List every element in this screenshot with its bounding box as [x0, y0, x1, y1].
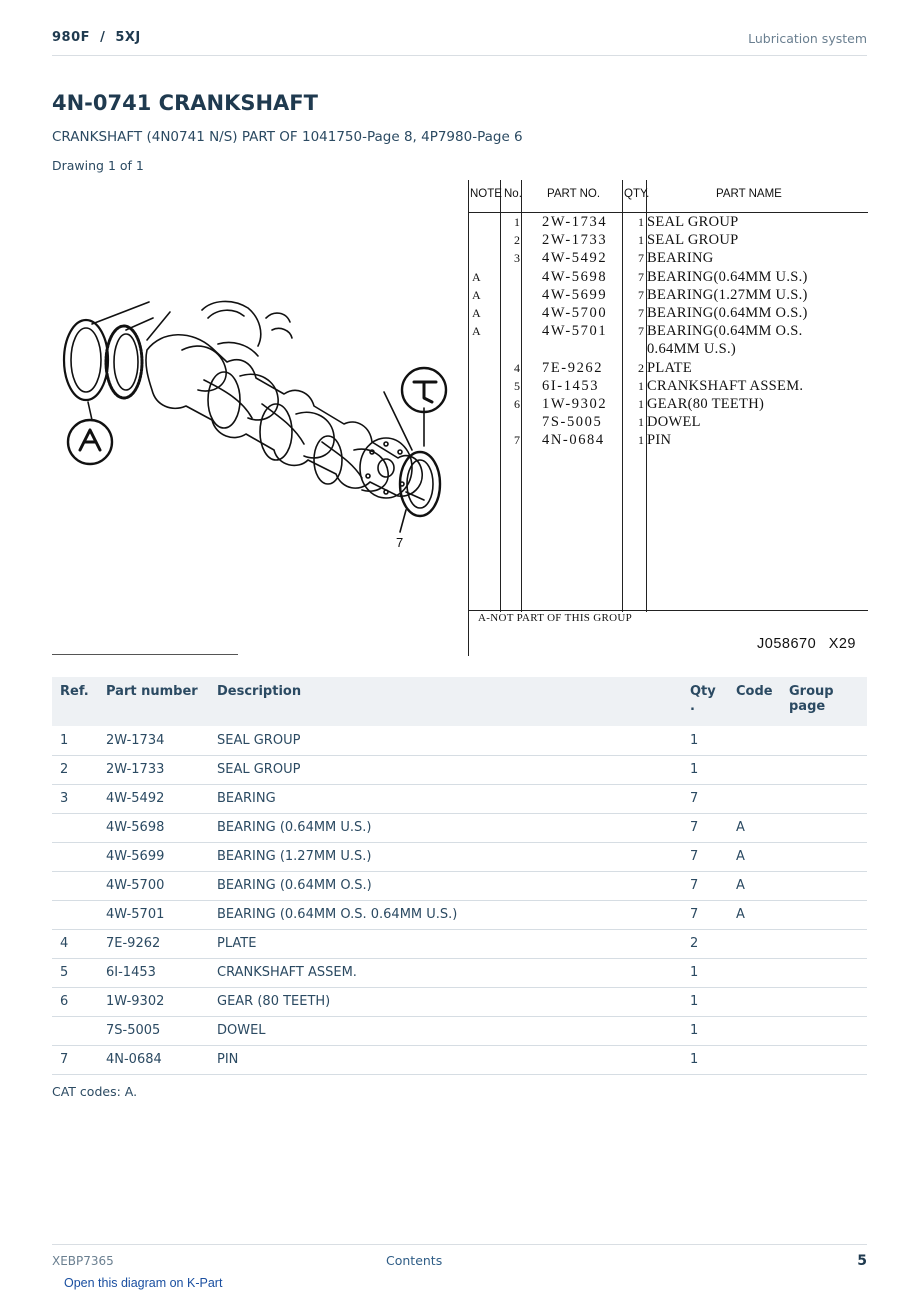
cell-ref: 7 [52, 1045, 98, 1074]
page-number: 5 [857, 1253, 867, 1269]
page-title: 4N-0741 CRANKSHAFT [52, 91, 318, 115]
col-code: Code [728, 677, 781, 726]
cell-description: BEARING (0.64MM O.S.) [209, 871, 682, 900]
cell-part-number: 4W-5700 [98, 871, 209, 900]
cell-code [728, 987, 781, 1016]
cell-ref [52, 813, 98, 842]
scan-cell-part: 7E-9262 [542, 359, 604, 376]
cell-part-number: 4W-5698 [98, 813, 209, 842]
cell-code: A [728, 871, 781, 900]
table-row [52, 987, 867, 1016]
cell-description: CRANKSHAFT ASSEM. [209, 958, 682, 987]
table-row [52, 1045, 867, 1074]
scan-row [468, 431, 868, 449]
table-row [52, 726, 867, 755]
section-title: Lubrication system [748, 31, 867, 46]
scan-cell-note: A [472, 269, 481, 284]
scan-cell-part: 4W-5492 [542, 250, 608, 267]
scan-cell-qty: 7 [638, 251, 644, 266]
scan-cell-qty: 7 [638, 306, 644, 320]
cell-group-page [781, 726, 867, 755]
scan-cell-name: BEARING(1.27MM U.S.) [647, 286, 808, 303]
scan-cell-name: PIN [647, 432, 672, 449]
cell-ref: 3 [52, 784, 98, 813]
cell-ref: 5 [52, 958, 98, 987]
scan-cell-qty: 7 [638, 287, 644, 302]
scan-cell-no: 4 [514, 360, 520, 375]
scan-header-no: No. [504, 188, 522, 200]
scan-cell-no: 2 [514, 233, 520, 248]
cell-part-number: 4W-5701 [98, 900, 209, 929]
scan-header-qty: QTY. [624, 188, 650, 200]
cell-ref: 1 [52, 726, 98, 755]
machine-model: 980F / 5XJ [52, 30, 141, 45]
scan-cell-no: 3 [514, 251, 520, 266]
scan-cell-no: 1 [514, 215, 520, 229]
cell-qty: 2 [682, 929, 728, 958]
scan-row [468, 249, 868, 267]
scanned-parts-list [468, 180, 868, 656]
scan-header-part-name: PART NAME [716, 188, 782, 200]
cell-part-number: 4W-5492 [98, 784, 209, 813]
scan-row [468, 286, 868, 304]
scan-footnote: A-NOT PART OF THIS GROUP [478, 612, 633, 624]
scan-cell-name: BEARING(0.64MM U.S.) [647, 268, 808, 285]
cell-part-number: 4W-5699 [98, 842, 209, 871]
scan-cell-qty: 1 [638, 415, 644, 430]
scan-cell-qty: 1 [638, 433, 644, 448]
table-row [52, 900, 867, 929]
cell-qty: 1 [682, 958, 728, 987]
col-part-number: Part number [98, 677, 209, 726]
cell-ref: 6 [52, 987, 98, 1016]
cat-codes: CAT codes: A. [52, 1084, 138, 1099]
cell-part-number: 6I-1453 [98, 958, 209, 987]
scan-cell-name: BEARING(0.64MM O.S.) [647, 305, 808, 321]
cell-group-page [781, 813, 867, 842]
contents-link[interactable]: Contents [386, 1253, 443, 1268]
scan-row [468, 413, 868, 431]
table-row [52, 1016, 867, 1045]
scan-cell-no: 7 [514, 433, 520, 448]
cell-qty: 1 [682, 755, 728, 784]
cell-part-number: 2W-1734 [98, 726, 209, 755]
scan-cell-part: 7S-5005 [542, 414, 603, 431]
scan-cell-part: 6I-1453 [542, 377, 600, 394]
scan-cell-part: 1W-9302 [542, 396, 608, 412]
table-row [52, 813, 867, 842]
drawing-count: Drawing 1 of 1 [52, 158, 144, 173]
scan-cell-qty: 1 [638, 215, 644, 229]
scan-cell-part: 4W-5700 [542, 305, 608, 321]
page-subtitle: CRANKSHAFT (4N0741 N/S) PART OF 1041750-Page 8, 4P7980-Page 6 [52, 129, 523, 145]
scan-header-note: NOTE [470, 188, 502, 200]
scan-cell-qty: 7 [638, 269, 644, 284]
scan-reference: J058670 X29 [757, 636, 856, 652]
cell-part-number: 2W-1733 [98, 755, 209, 784]
scan-cell-part: 2W-1734 [542, 214, 608, 230]
cell-group-page [781, 958, 867, 987]
cell-ref [52, 842, 98, 871]
cell-description: DOWEL [209, 1016, 682, 1045]
document-id: XEBP7365 [52, 1254, 114, 1268]
cell-ref [52, 1016, 98, 1045]
scan-row [468, 395, 868, 413]
table-row [52, 755, 867, 784]
col-ref: Ref. [52, 677, 98, 726]
cell-description: BEARING [209, 784, 682, 813]
scan-cell-qty: 1 [638, 397, 644, 411]
table-row [52, 784, 867, 813]
cell-code: A [728, 900, 781, 929]
scan-cell-name: DOWEL [647, 414, 701, 431]
cell-ref [52, 900, 98, 929]
table-header-row [52, 677, 867, 726]
cell-description: SEAL GROUP [209, 726, 682, 755]
cell-qty: 1 [682, 726, 728, 755]
cell-qty: 1 [682, 1016, 728, 1045]
cell-group-page [781, 1045, 867, 1074]
cell-code [728, 755, 781, 784]
scan-row [468, 322, 868, 340]
scan-cell-name: CRANKSHAFT ASSEM. [647, 377, 804, 394]
cell-ref: 4 [52, 929, 98, 958]
cell-description: BEARING (1.27MM U.S.) [209, 842, 682, 871]
col-group-page: Group page [781, 677, 867, 726]
cell-code: A [728, 842, 781, 871]
cell-ref: 2 [52, 755, 98, 784]
cell-group-page [781, 842, 867, 871]
parts-table [52, 677, 867, 1075]
scan-cell-name: BEARING(0.64MM O.S. [647, 323, 803, 340]
scan-cell-note: A [472, 324, 481, 339]
cell-group-page [781, 871, 867, 900]
cell-qty: 7 [682, 842, 728, 871]
cell-qty: 1 [682, 1045, 728, 1074]
cell-code [728, 958, 781, 987]
cell-qty: 7 [682, 813, 728, 842]
page-footer [52, 1244, 867, 1270]
cell-code [728, 1016, 781, 1045]
scan-cell-name: 0.64MM U.S.) [647, 341, 736, 358]
cell-group-page [781, 929, 867, 958]
kpart-link[interactable]: Open this diagram on K-Part [64, 1276, 223, 1290]
cell-qty: 1 [682, 987, 728, 1016]
cell-description: SEAL GROUP [209, 755, 682, 784]
cell-group-page [781, 784, 867, 813]
scan-cell-note: A [472, 306, 481, 320]
scan-row [468, 377, 868, 395]
scan-row [468, 268, 868, 286]
scan-cell-name: PLATE [647, 359, 692, 376]
exploded-drawing [52, 180, 867, 660]
scan-bottom-rule [468, 610, 868, 611]
cell-code [728, 1045, 781, 1074]
scan-row [468, 231, 868, 249]
cell-part-number: 7E-9262 [98, 929, 209, 958]
scan-row [468, 213, 868, 231]
cell-part-number: 4N-0684 [98, 1045, 209, 1074]
scan-cell-no: 6 [514, 397, 520, 411]
table-row [52, 842, 867, 871]
scan-cell-part: 4W-5699 [542, 286, 608, 303]
scan-cell-name: SEAL GROUP [647, 232, 739, 249]
scan-row [468, 340, 868, 358]
cell-code [728, 726, 781, 755]
scan-cell-qty: 1 [638, 233, 644, 248]
scan-cell-name: GEAR(80 TEETH) [647, 396, 765, 412]
cell-group-page [781, 987, 867, 1016]
cell-description: PLATE [209, 929, 682, 958]
scan-row [468, 304, 868, 322]
cell-part-number: 7S-5005 [98, 1016, 209, 1045]
col-description: Description [209, 677, 682, 726]
cell-qty: 7 [682, 784, 728, 813]
table-row [52, 871, 867, 900]
scan-cell-qty: 7 [638, 324, 644, 339]
scan-header-part-no: PART NO. [547, 188, 601, 200]
scan-cell-part: 4W-5701 [542, 323, 608, 340]
scan-cell-qty: 1 [638, 378, 644, 393]
table-row [52, 929, 867, 958]
cell-description: GEAR (80 TEETH) [209, 987, 682, 1016]
scan-cell-part: 2W-1733 [542, 232, 608, 249]
cell-description: BEARING (0.64MM U.S.) [209, 813, 682, 842]
cell-code: A [728, 813, 781, 842]
col-qty: Qty . [682, 677, 728, 726]
scan-cell-name: BEARING [647, 250, 714, 267]
cell-description: PIN [209, 1045, 682, 1074]
cell-code [728, 784, 781, 813]
cell-description: BEARING (0.64MM O.S. 0.64MM U.S.) [209, 900, 682, 929]
cell-group-page [781, 1016, 867, 1045]
cell-ref [52, 871, 98, 900]
page-header [52, 30, 867, 56]
table-row [52, 958, 867, 987]
cell-code [728, 929, 781, 958]
callout-7: 7 [396, 535, 404, 550]
cell-qty: 7 [682, 871, 728, 900]
scan-row [468, 359, 868, 377]
cell-group-page [781, 755, 867, 784]
cell-part-number: 1W-9302 [98, 987, 209, 1016]
crankshaft-illustration [52, 180, 462, 650]
scan-cell-name: SEAL GROUP [647, 214, 739, 230]
cell-group-page [781, 900, 867, 929]
scan-cell-note: A [472, 287, 481, 302]
scan-cell-part: 4W-5698 [542, 268, 608, 285]
cell-qty: 7 [682, 900, 728, 929]
table-body [52, 726, 867, 1074]
scan-cell-qty: 2 [638, 360, 644, 375]
scan-cell-no: 5 [514, 378, 520, 393]
drawing-baseline [52, 654, 238, 655]
scan-cell-part: 4N-0684 [542, 432, 605, 449]
